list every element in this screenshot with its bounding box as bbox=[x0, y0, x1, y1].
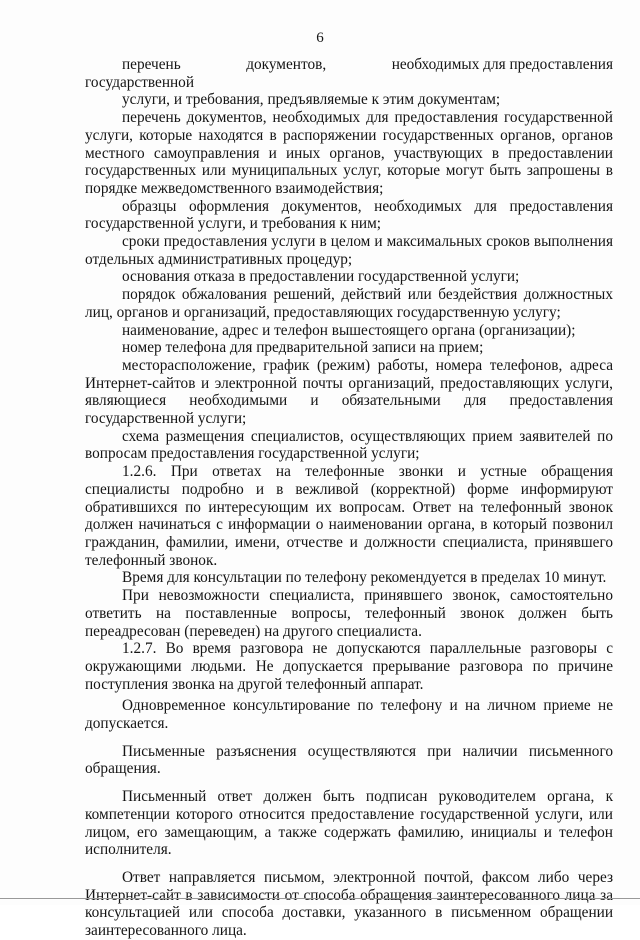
document-body bbox=[85, 56, 613, 940]
paragraph-8: наименование, адрес и телефон вышестоящего органа (организации); bbox=[122, 321, 576, 339]
paragraph-1-word-1: перечень bbox=[122, 56, 181, 73]
paragraph-15: 1.2.7. Во время разговора не допускаются параллельные разговоры с окружающими людьми. Не допускается прерывание разговора по причине поступления звонка на другой телефонный аппарат. bbox=[85, 640, 613, 693]
paragraph-7: порядок обжалования решений, действий или бездействия должностных лиц, органов и организаций, предоставляющих государственную услугу; bbox=[85, 286, 613, 321]
paragraph-4: образцы оформления документов, необходимых для предоставления государственной услуги, и требования к ним; bbox=[85, 197, 613, 233]
paragraph-10: месторасположение, график (режим) работы, номера телефонов, адреса Интернет-сайтов и электронной почты организаций, предоставляющих услуги, являющиеся необходимыми и обязательными для предоставления государственной услуги; bbox=[85, 356, 613, 428]
paragraph-19: Ответ направляется письмом, электронной почтой, факсом либо через Интернет-сайт в зависимости от способа обращения заинтересованного лица за консультацией или способа доставки, указанного в письменном обращении заинтересованного лица. bbox=[85, 868, 613, 940]
bottom-edge-line bbox=[0, 898, 640, 899]
paragraph-11: схема размещения специалистов, осуществляющих прием заявителей по вопросам предоставления государственной услуги; bbox=[85, 427, 613, 463]
paragraph-16: Одновременное консультирование по телефону и на личном приеме не допускается. bbox=[85, 697, 613, 733]
paragraph-1 bbox=[85, 56, 613, 91]
paragraph-1-word-2: документов, bbox=[246, 56, 327, 73]
paragraph-6: основания отказа в предоставлении государственной услуги; bbox=[122, 268, 520, 286]
paragraph-3: перечень документов, необходимых для предоставления государственной услуги, которые находятся в распоряжении государственных органов, органов местного самоуправления и иных органов, участвующих в предоставлении государственных или муниципальных услуг, которые могут быть запрошены в порядке межведомственного взаимодействия; bbox=[85, 109, 613, 197]
paragraph-17: Письменные разъяснения осуществляются при наличии письменного обращения. bbox=[85, 742, 613, 778]
paragraph-1-word-3: необходимых для предоставления bbox=[391, 56, 613, 73]
paragraph-5: сроки предоставления услуги в целом и максимальных сроков выполнения отдельных административных процедур; bbox=[85, 233, 613, 268]
paragraph-12: 1.2.6. При ответах на телефонные звонки и устные обращения специалисты подробно и в вежливой (корректной) форме информируют обратившихся по интересующим их вопросам. Ответ на телефонный звонок должен начинаться с информации о наименовании органа, в который позвонил гражданин, фамилии, имени, отчестве и должности специалиста, принявшего телефонный звонок. bbox=[85, 463, 613, 569]
paragraph-13: Время для консультации по телефону рекомендуется в пределах 10 минут. bbox=[122, 569, 607, 587]
paragraph-14: При невозможности специалиста, принявшего звонок, самостоятельно ответить на поставленные вопросы, телефонный звонок должен быть переадресован (переведен) на другого специалиста. bbox=[85, 587, 613, 640]
paragraph-18: Письменный ответ должен быть подписан руководителем органа, к компетенции которого относится предоставление государственной услуги, или лицом, его замещающим, а также содержать фамилию, инициалы и телефон исполнителя. bbox=[85, 788, 613, 859]
paragraph-1-line-2: государственной bbox=[85, 73, 195, 91]
paragraph-2: услуги, и требования, предъявляемые к этим документам; bbox=[122, 91, 501, 109]
page-number: 6 bbox=[316, 30, 324, 46]
paragraph-9: номер телефона для предварительной записи на прием; bbox=[122, 339, 484, 357]
